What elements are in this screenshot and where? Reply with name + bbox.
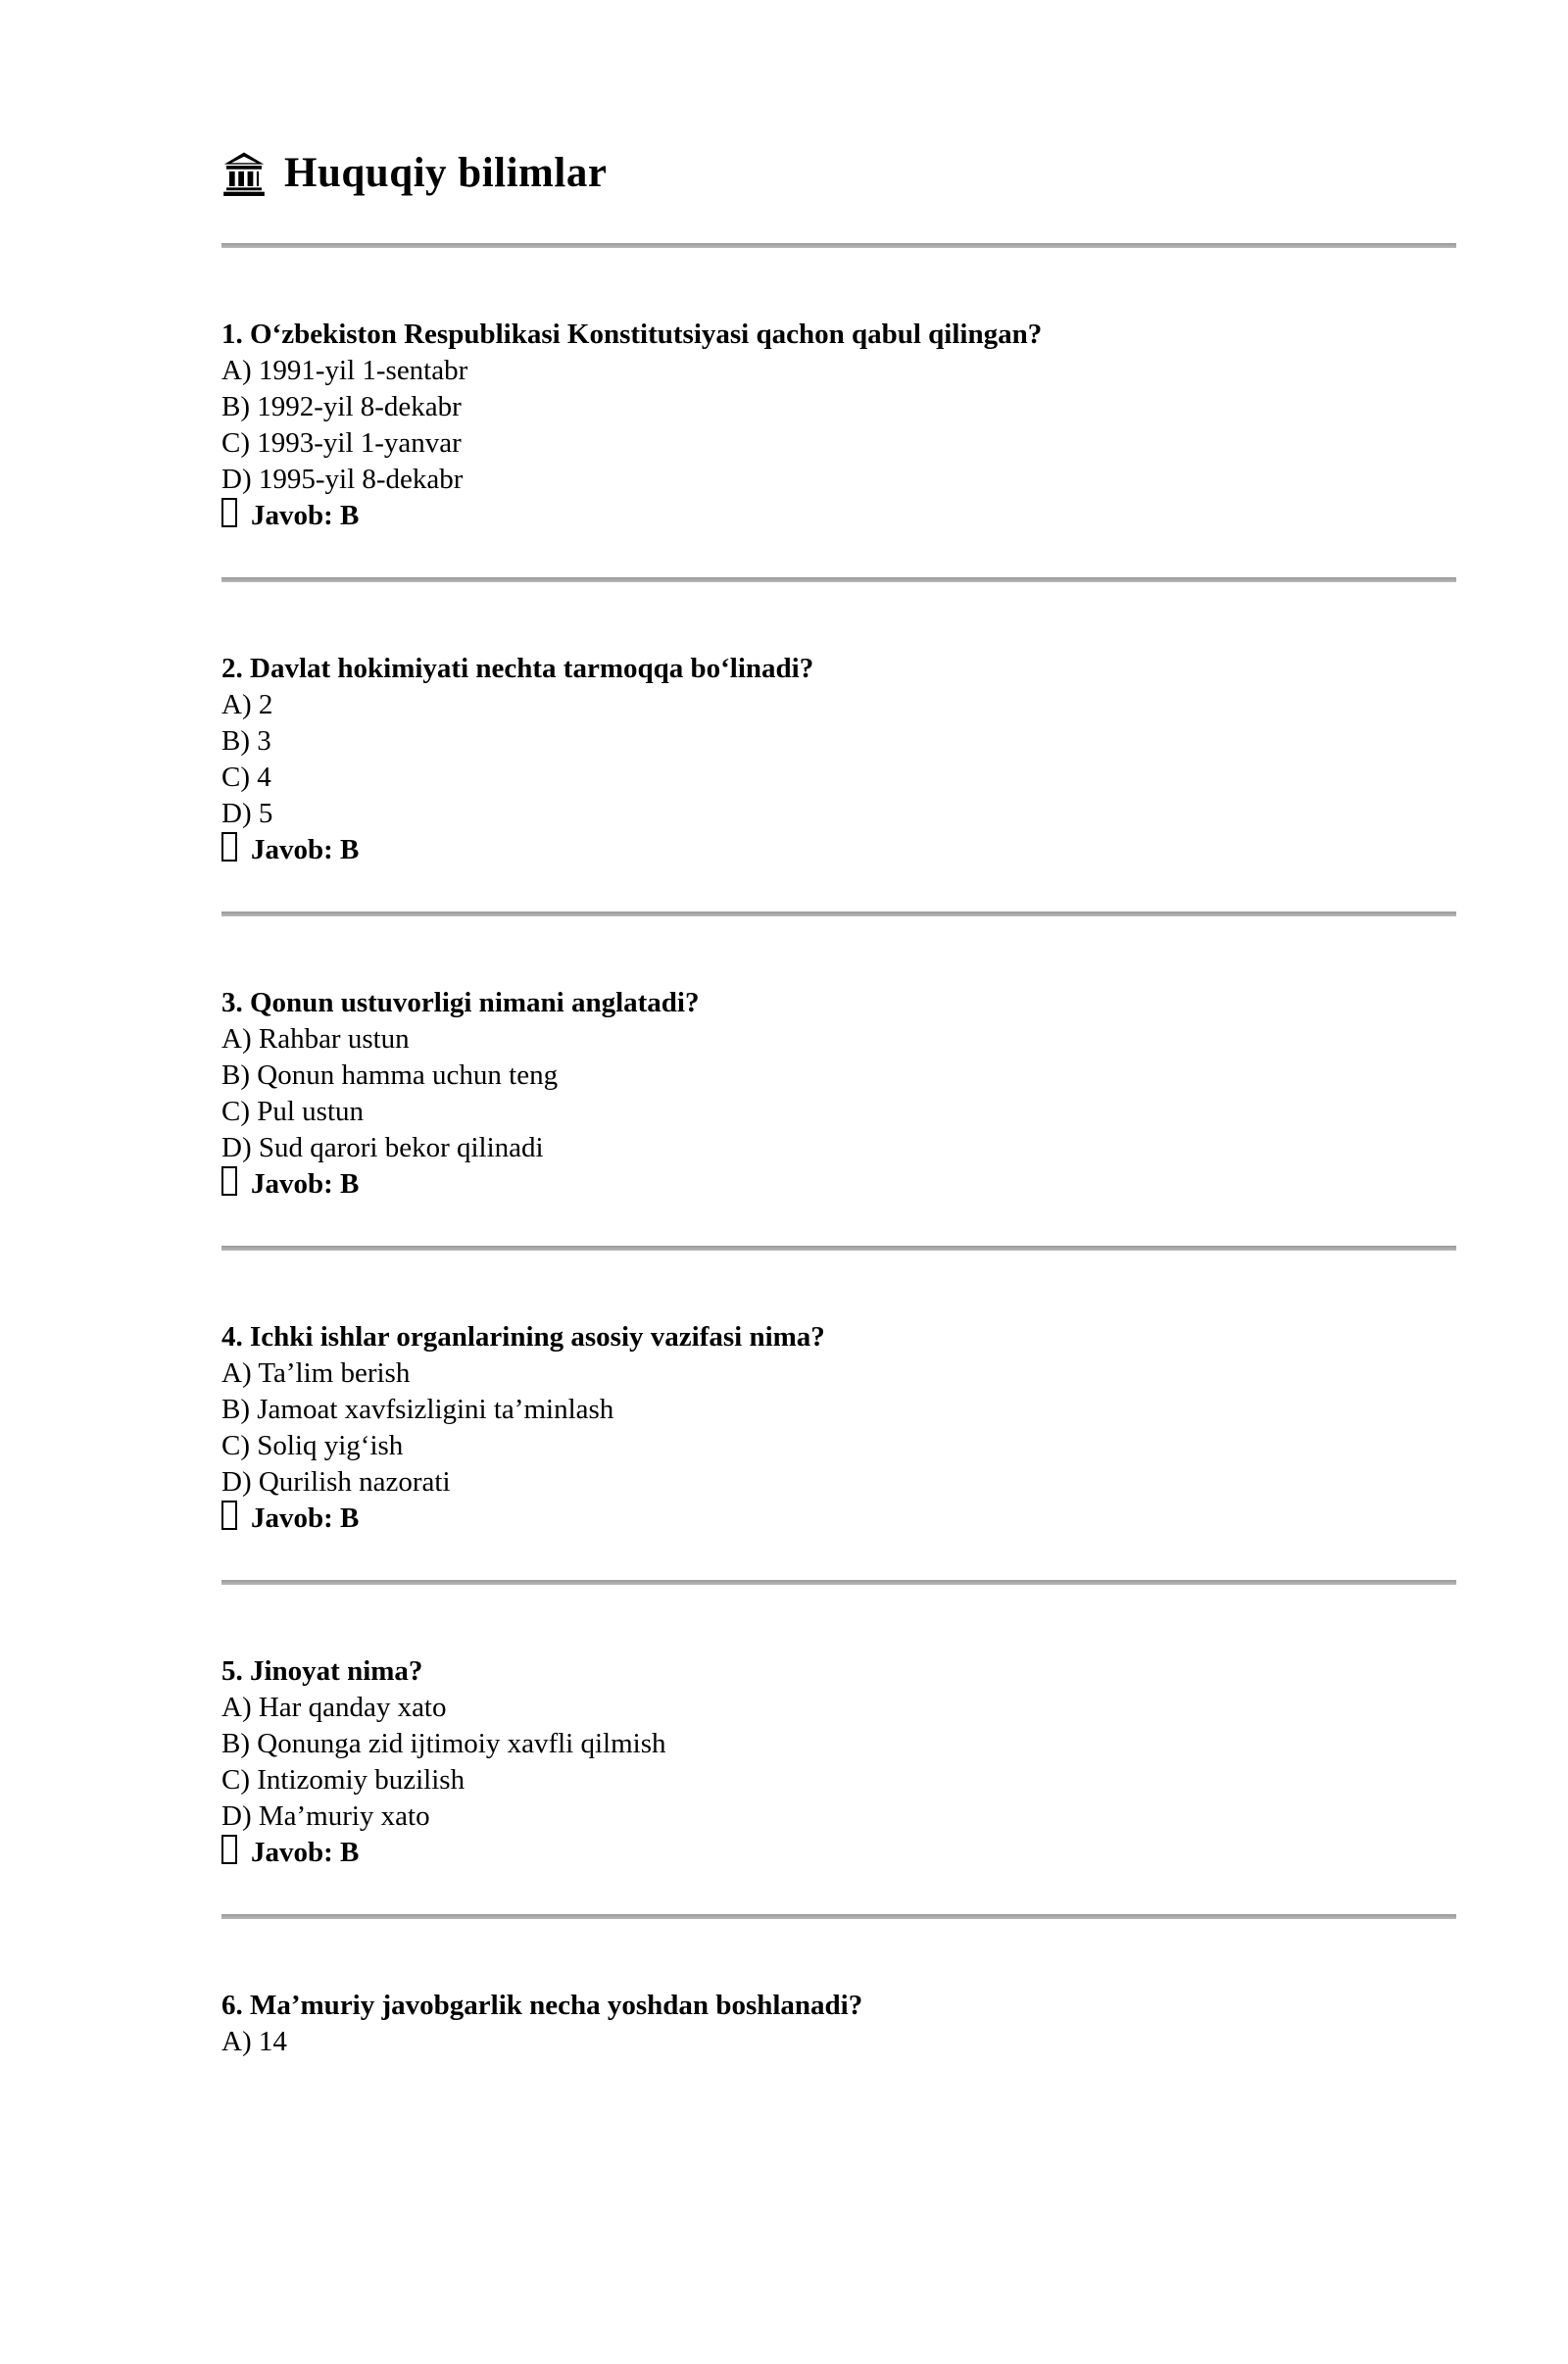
option-a: A) 1991-yil 1-sentabr [221, 354, 468, 386]
document-page [221, 147, 1456, 2060]
option-b: B) Qonun hamma uchun teng [221, 1059, 559, 1091]
option-a: A) Rahbar ustun [221, 1022, 410, 1055]
answer-line [221, 1835, 1456, 1871]
missing-glyph-box-icon [221, 1166, 237, 1196]
question-text: 5. Jinoyat nima? [221, 1654, 423, 1687]
missing-glyph-box-icon [221, 832, 237, 862]
option-a: A) Ta’lim berish [221, 1356, 411, 1389]
answer-line [221, 1501, 1456, 1537]
option-a: A) Har qanday xato [221, 1691, 447, 1723]
option-b: B) Qonunga zid ijtimoiy xavfli qilmish [221, 1727, 666, 1759]
question-text: 3. Qonun ustuvorligi nimani anglatadi? [221, 986, 700, 1018]
answer-text: Javob: B [251, 1167, 360, 1200]
answer-text: Javob: B [251, 1836, 360, 1868]
option-d: D) Sud qarori bekor qilinadi [221, 1131, 544, 1163]
page-title [221, 147, 1456, 200]
question-3 [221, 916, 1456, 1203]
answer-line [221, 832, 1456, 868]
option-b: B) Jamoat xavfsizligini ta’minlash [221, 1393, 614, 1425]
question-2 [221, 582, 1456, 868]
answer-line [221, 1166, 1456, 1203]
question-text: 2. Davlat hokimiyati nechta tarmoqqa bo‘linadi? [221, 652, 814, 684]
answer-text: Javob: B [251, 833, 360, 865]
option-d: D) 1995-yil 8-dekabr [221, 463, 464, 495]
option-c: C) Soliq yig‘ish [221, 1429, 404, 1461]
classical-building-icon [221, 151, 267, 196]
missing-glyph-box-icon [221, 498, 237, 527]
missing-glyph-box-icon [221, 1501, 237, 1530]
option-c: C) Intizomiy buzilish [221, 1763, 466, 1796]
option-d: D) Ma’muriy xato [221, 1799, 430, 1832]
question-4 [221, 1251, 1456, 1537]
answer-line [221, 498, 1456, 534]
option-c: C) 1993-yil 1-yanvar [221, 426, 462, 459]
answer-text: Javob: B [251, 1502, 360, 1534]
question-text: 6. Ma’muriy javobgarlik necha yoshdan boshlanadi? [221, 1989, 863, 2021]
option-d: D) 5 [221, 797, 273, 829]
missing-glyph-box-icon [221, 1835, 237, 1864]
option-b: B) 1992-yil 8-dekabr [221, 390, 462, 422]
question-1 [221, 248, 1456, 534]
question-6 [221, 1919, 1456, 2060]
option-c: C) 4 [221, 761, 271, 793]
option-b: B) 3 [221, 724, 271, 757]
question-5 [221, 1585, 1456, 1871]
answer-text: Javob: B [251, 499, 360, 531]
question-text: 1. O‘zbekiston Respublikasi Konstitutsiyasi qachon qabul qilingan? [221, 318, 1043, 350]
page-title-text: Huquqiy bilimlar [284, 150, 608, 196]
option-d: D) Qurilish nazorati [221, 1465, 451, 1498]
option-a: A) 14 [221, 2025, 287, 2057]
option-a: A) 2 [221, 688, 273, 720]
option-c: C) Pul ustun [221, 1095, 365, 1127]
question-text: 4. Ichki ishlar organlarining asosiy vazifasi nima? [221, 1320, 825, 1353]
